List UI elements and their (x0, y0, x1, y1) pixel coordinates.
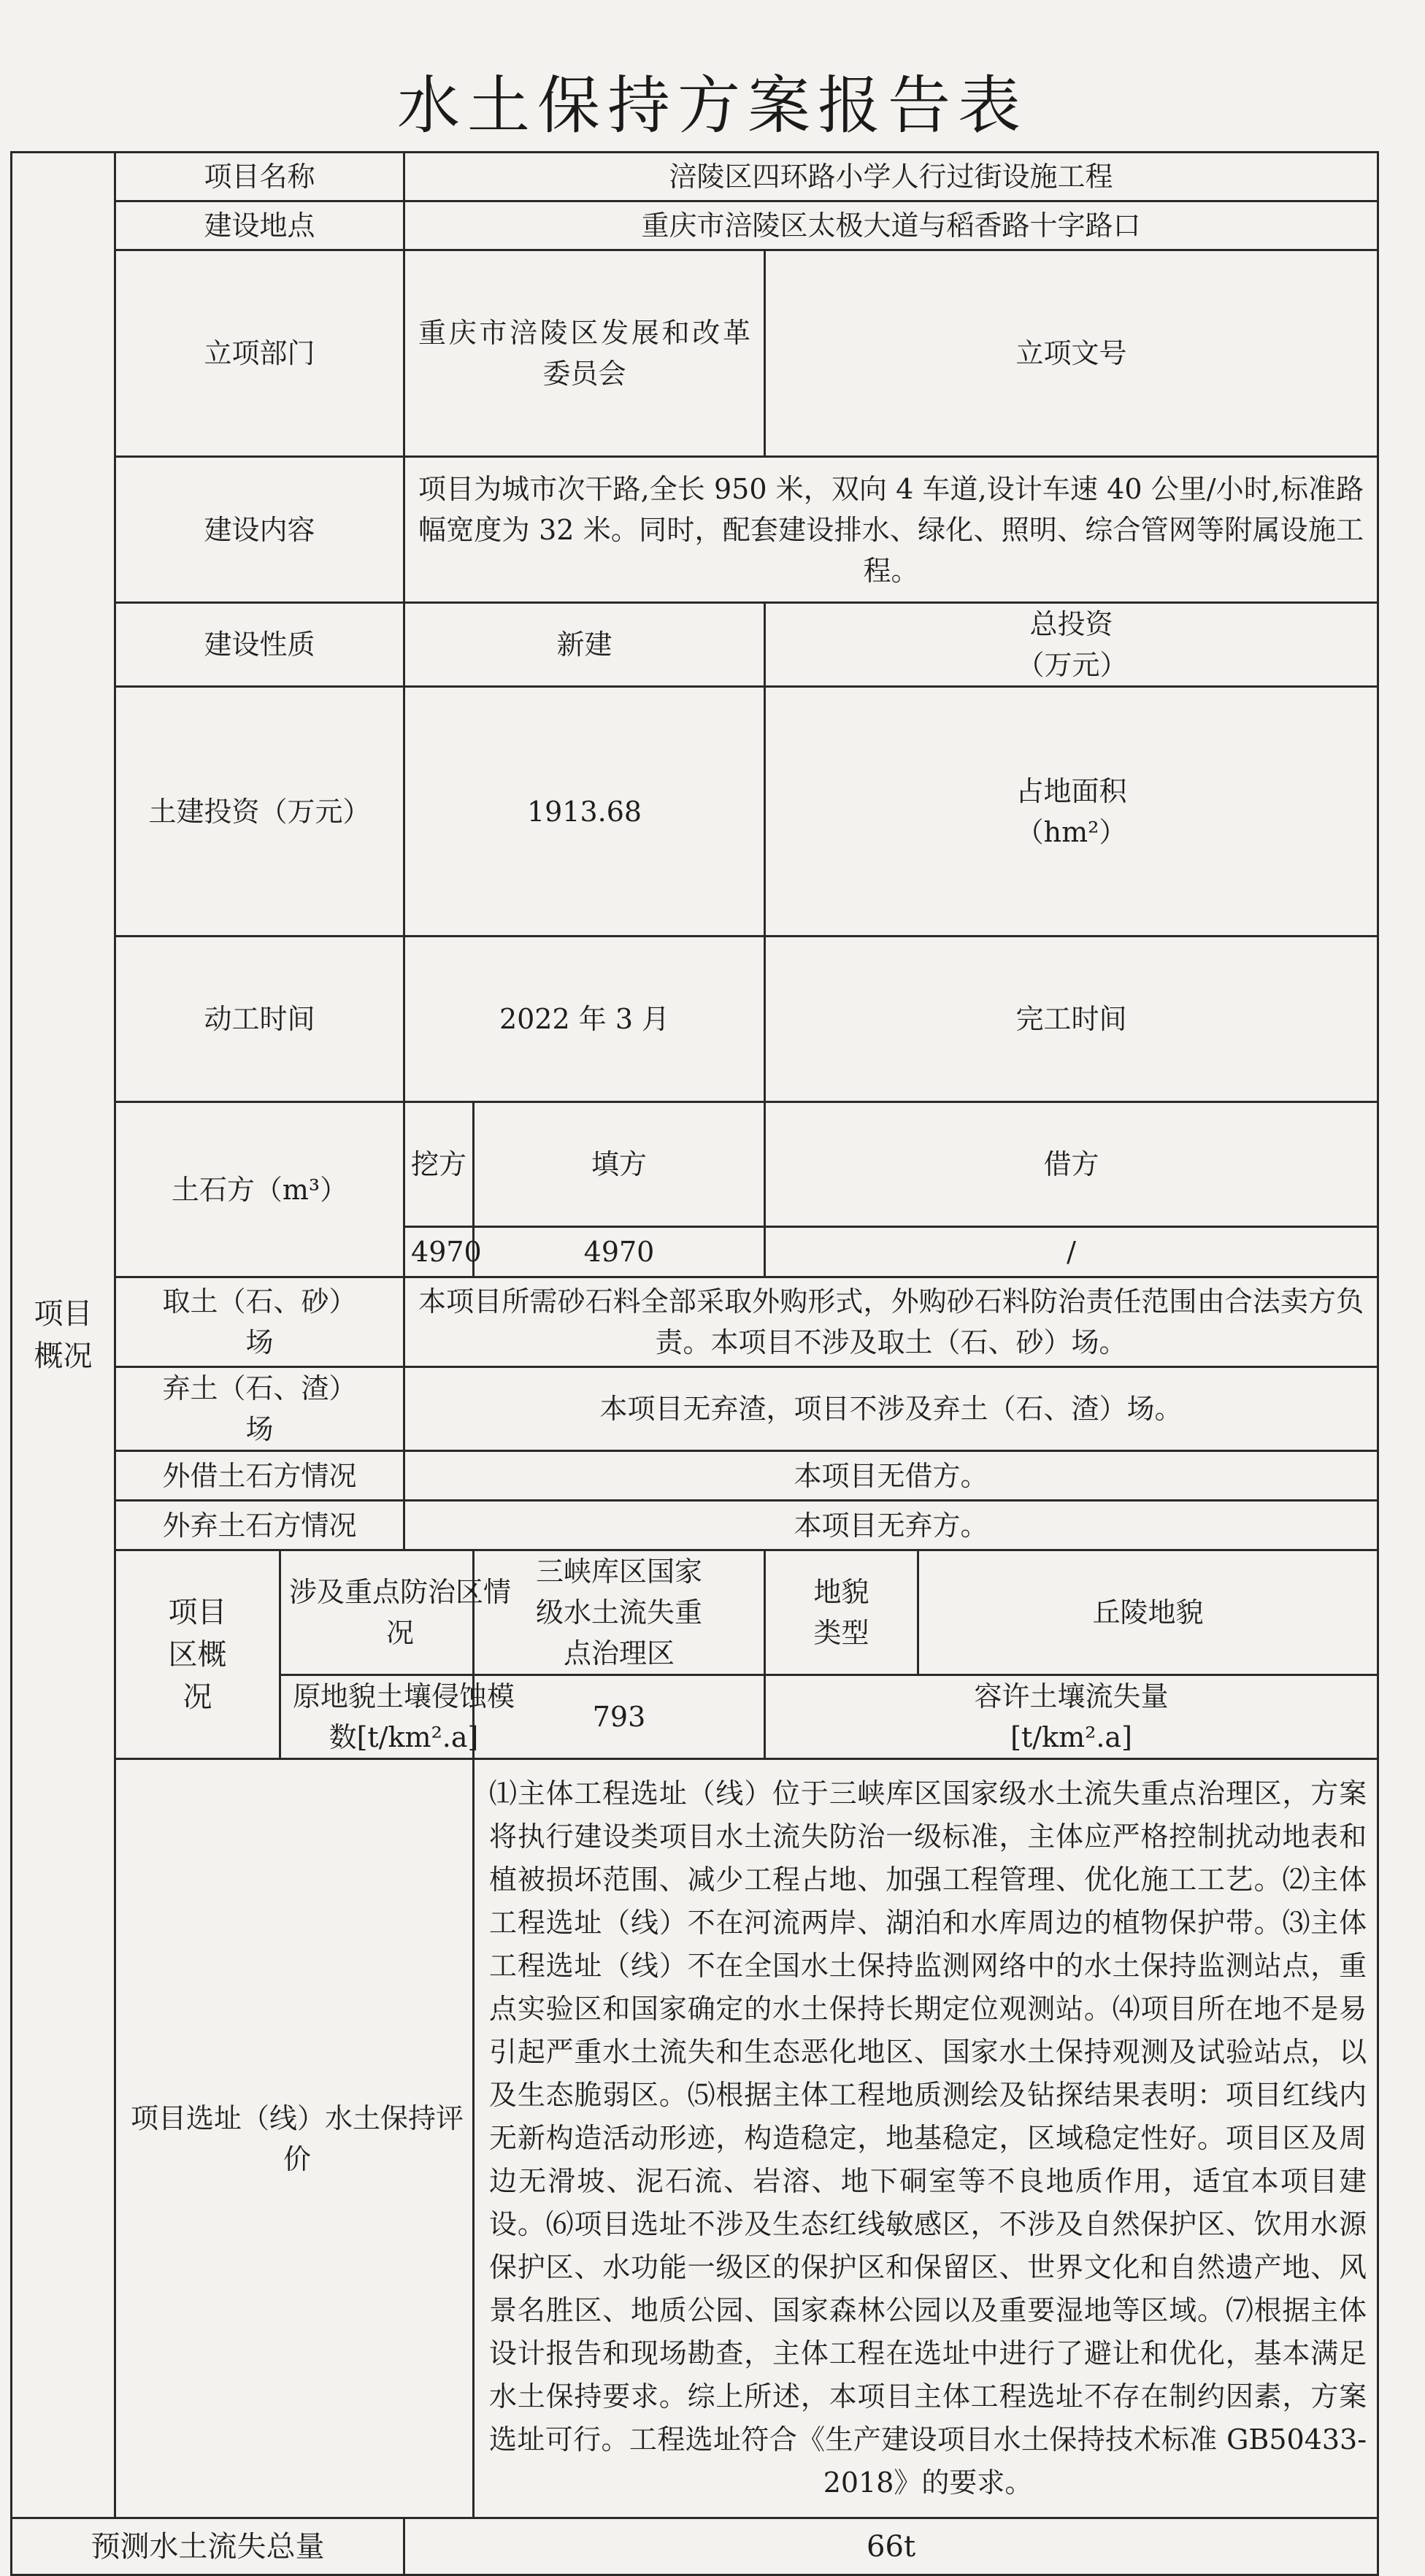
value-predicted-loss: 66t (404, 2518, 1378, 2575)
header-borrow: 借方 (765, 1102, 1378, 1227)
row-site-evaluation (12, 1759, 1378, 2518)
label-content: 建设内容 (115, 457, 404, 603)
label-borrow-site: 取土（石、砂）场 (115, 1277, 404, 1367)
label-external-spoil: 外弃土石方情况 (115, 1501, 404, 1550)
row-civil-investment-1 (12, 687, 1378, 812)
value-excavation: 4970 (404, 1227, 474, 1277)
value-borrow: / (765, 1227, 1378, 1277)
value-civil-investment: 1913.68 (404, 687, 765, 937)
value-erosion-modulus: 793 (474, 1675, 765, 1759)
value-location: 重庆市涪陵区太极大道与稻香路十字路口 (404, 201, 1378, 250)
header-excavation: 挖方 (404, 1102, 474, 1227)
value-borrow-site: 本项目所需砂石料全部采取外购形式，外购砂石料防治责任范围由合法卖方负责。本项目不涉及取土（石、砂）场。 (404, 1277, 1378, 1367)
label-key-zone: 涉及重点防治区情况 (280, 1550, 474, 1675)
row-borrow-site (12, 1277, 1378, 1367)
row-predicted-loss (12, 2518, 1378, 2575)
document-title: 水土保持方案报告表 (397, 69, 1028, 142)
header-fill: 填方 (474, 1102, 765, 1227)
label-site-evaluation: 项目选址（线）水土保持评价 (115, 1759, 474, 2518)
label-civil-investment: 土建投资（万元） (115, 687, 404, 937)
row-earthwork-header (12, 1102, 1378, 1227)
label-external-borrow: 外借土石方情况 (115, 1451, 404, 1501)
value-nature: 新建 (404, 603, 765, 687)
label-start-time: 动工时间 (115, 937, 404, 1102)
label-finish-time: 完工时间 (765, 937, 1378, 1102)
label-predicted-loss: 预测水土流失总量 (12, 2518, 404, 2575)
row-external-spoil (12, 1501, 1378, 1550)
row-content (12, 457, 1378, 603)
value-external-borrow: 本项目无借方。 (404, 1451, 1378, 1501)
label-project-name: 项目名称 (115, 153, 404, 201)
value-start-time: 2022 年 3 月 (404, 937, 765, 1102)
value-spoil-site: 本项目无弃渣，项目不涉及弃土（石、渣）场。 (404, 1367, 1378, 1451)
row-key-zone (12, 1550, 1378, 1675)
label-nature: 建设性质 (115, 603, 404, 687)
label-earthwork: 土石方（m³） (115, 1102, 404, 1277)
row-external-borrow (12, 1451, 1378, 1501)
row-location (12, 201, 1378, 250)
row-approval (12, 250, 1378, 457)
row-spoil-site (12, 1367, 1378, 1451)
section-area-overview: 项目区概况 (115, 1550, 280, 1759)
row-project-name (12, 153, 1378, 201)
row-dates (12, 937, 1378, 1102)
value-content: 项目为城市次干路,全长 950 米，双向 4 车道,设计车速 40 公里/小时,标准路幅宽度为 32 米。同时，配套建设排水、绿化、照明、综合管网等附属设施工程。 (404, 457, 1378, 603)
report-table (10, 151, 1379, 2576)
label-location: 建设地点 (115, 201, 404, 250)
value-external-spoil: 本项目无弃方。 (404, 1501, 1378, 1550)
label-spoil-site: 弃土（石、渣）场 (115, 1367, 404, 1451)
label-land-area: 占地面积（hm²） (765, 687, 1378, 937)
section-project-overview: 项目概况 (12, 153, 115, 2518)
label-erosion-modulus: 原地貌土壤侵蚀模数[t/km².a] (280, 1675, 474, 1759)
label-allowable-loss: 容许土壤流失量[t/km².a] (765, 1675, 1378, 1759)
value-key-zone: 三峡库区国家级水土流失重点治理区 (474, 1550, 765, 1675)
label-landform: 地貌类型 (765, 1550, 918, 1675)
value-site-evaluation: ⑴主体工程选址（线）位于三峡库区国家级水土流失重点治理区，方案将执行建设类项目水土流失防治一级标准，主体应严格控制扰动地表和植被损坏范围、减少工程占地、加强工程管理、优化施工工艺。⑵主体工程选址（线）不在河流两岸、湖泊和水库周边的植物保护带。⑶主体工程选址（线）不在全国水土保持监测网络中的水土保持监测站点，重点实验区和国家确定的水土保持长期定位观测站。⑷项目所在地不是易引起严重水土流失和生态恶化地区、国家水土保持观测及试验站点，以及生态脆弱区。⑸根据主体工程地质测绘及钻探结果表明：项目红线内无新构造活动形迹，构造稳定，地基稳定，区域稳定性好。项目区及周边无滑坡、泥石流、岩溶、地下硐室等不良地质作用，适宜本项目建设。⑹项目选址不涉及生态红线敏感区，不涉及自然保护区、饮用水源保护区、水功能一级区的保护区和保留区、世界文化和自然遗产地、风景名胜区、地质公园、国家森林公园以及重要湿地等区域。⑺根据主体设计报告和现场勘查，主体工程在选址中进行了避让和优化，基本满足水土保持要求。综上所述，本项目主体工程选址不存在制约因素，方案选址可行。工程选址符合《生产建设项目水土保持技术标准 GB50433-2018》的要求。 (474, 1759, 1378, 2518)
value-approval-dept: 重庆市涪陵区发展和改革委员会 (404, 250, 765, 457)
value-fill: 4970 (474, 1227, 765, 1277)
value-project-name: 涪陵区四环路小学人行过街设施工程 (404, 153, 1378, 201)
label-approval-dept: 立项部门 (115, 250, 404, 457)
row-nature (12, 603, 1378, 687)
value-landform: 丘陵地貌 (918, 1550, 1378, 1675)
label-total-investment: 总投资（万元） (765, 603, 1378, 687)
label-approval-no: 立项文号 (765, 250, 1378, 457)
